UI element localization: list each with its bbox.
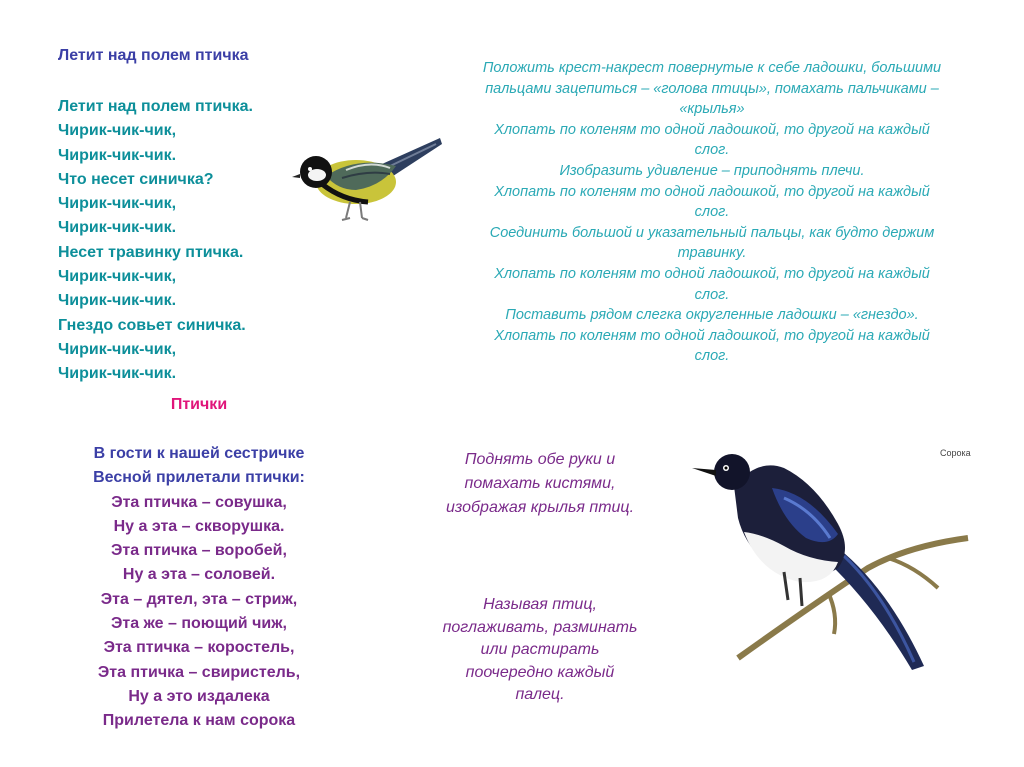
instructions-block-1: [438, 58, 986, 367]
poem1-lines: [58, 95, 253, 387]
instruction-line: пальцами зацепиться – «голова птицы», помахать пальчиками –: [485, 80, 939, 97]
instruction-line: слог.: [694, 286, 730, 303]
poem1-line: Чирик-чик-чик,: [58, 122, 177, 140]
instruction-line: помахать кистями,: [464, 475, 616, 492]
poem2-line: Эта птичка – свиристель,: [97, 663, 301, 681]
instruction-line: Хлопать по коленям то одной ладошкой, то другой на каждый: [494, 183, 930, 200]
poem2-line: Эта же – поющий чиж,: [110, 615, 287, 633]
poem2-line: Ну а это издалека: [128, 687, 270, 705]
instruction-line: слог.: [694, 204, 730, 221]
instruction-line: Соединить большой и указательный пальцы, как будто держим: [489, 224, 935, 241]
instruction-line: или растирать: [480, 641, 600, 659]
instruction-line: Хлопать по коленям то одной ладошкой, то другой на каждый: [494, 121, 930, 138]
instruction-line: Хлопать по коленям то одной ладошкой, то другой на каждый: [494, 265, 930, 282]
instruction-line: Называя птиц,: [483, 596, 597, 613]
poem2-line: Эта – дятел, эта – стриж,: [100, 590, 298, 608]
poem1-line: Что несет синичка?: [58, 170, 214, 188]
poem2-line: Эта птичка – совушка,: [111, 493, 287, 511]
instruction-line: слог.: [694, 348, 730, 365]
titmouse-illustration: [286, 120, 444, 230]
instruction-line: Поднять обе руки и: [464, 451, 616, 468]
instruction-line: поочередно каждый: [465, 663, 615, 681]
poem2-title: Птички: [170, 396, 228, 413]
instructions-block-2: [400, 448, 680, 520]
poem1-line: Чирик-чик-чик.: [58, 365, 177, 383]
poem2-line: Прилетела к нам сорока: [102, 712, 296, 730]
poem1-line: Несет травинку птичка.: [58, 243, 244, 261]
poem1-line: Чирик-чик-чик.: [58, 219, 177, 237]
poem1-line: Чирик-чик-чик.: [58, 292, 177, 310]
instruction-line: палец.: [515, 686, 565, 704]
instruction-line: Положить крест-накрест повернутые к себе ладошки, большими: [482, 60, 942, 76]
poem1-title: Летит над полем птичка: [58, 47, 249, 64]
magpie-caption: Сорока: [940, 448, 971, 458]
poem2-line: Эта птичка – воробей,: [111, 542, 287, 560]
instruction-line: травинку.: [677, 245, 747, 262]
poem2-line: Весной прилетали птички:: [93, 469, 305, 487]
instruction-line: Хлопать по коленям то одной ладошкой, то другой на каждый: [494, 327, 930, 344]
instruction-line: изображая крылья птиц.: [445, 499, 635, 516]
poem2-line: Ну а эта – скворушка.: [113, 517, 285, 535]
poem1-line: Чирик-чик-чик,: [58, 195, 177, 213]
poem2-line: Ну а эта – соловей.: [122, 566, 276, 584]
poem1-line: Летит над полем птичка.: [58, 98, 253, 115]
poem2-line: В гости к нашей сестричке: [93, 445, 305, 462]
instruction-line: Изобразить удивление – приподнять плечи.: [559, 162, 865, 179]
poem2-line: Эта птичка – коростель,: [103, 639, 295, 657]
poem2-lines: [0, 442, 398, 734]
instruction-line: «крылья»: [679, 101, 745, 118]
instruction-line: слог.: [694, 142, 730, 159]
magpie-illustration: [688, 438, 978, 688]
instruction-line: поглаживать, разминать: [442, 618, 638, 636]
instructions-block-3: [400, 594, 680, 707]
poem1-line: Чирик-чик-чик,: [58, 340, 177, 358]
poem1-line: Гнездо совьет синичка.: [58, 316, 246, 334]
poem1-line: Чирик-чик-чик.: [58, 146, 177, 164]
instruction-line: Поставить рядом слегка округленные ладошки – «гнездо».: [505, 307, 919, 324]
poem1-line: Чирик-чик-чик,: [58, 268, 177, 286]
